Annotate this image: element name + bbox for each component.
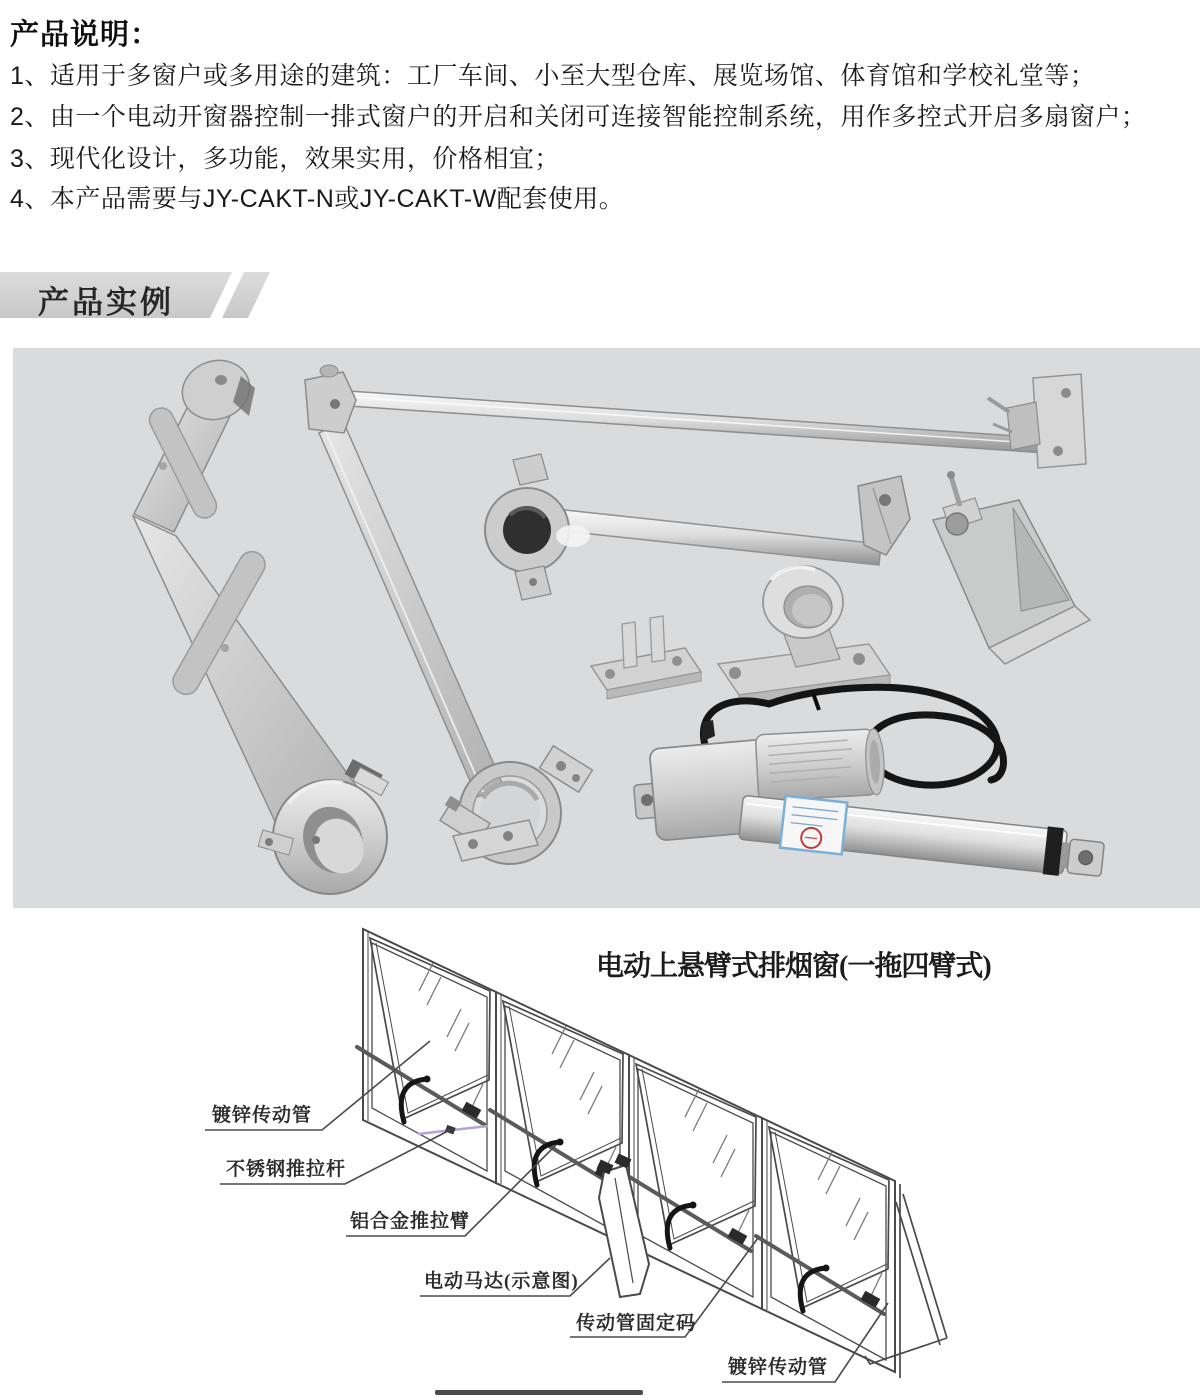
section-banner-label: 产品实例 (38, 285, 174, 320)
banner-accent-slash (222, 272, 270, 318)
label-electric-motor: 电动马达(示意图) (424, 1271, 579, 1292)
description-item-4: 4、本产品需要与JY-CAKT-N或JY-CAKT-W配套使用。 (10, 185, 625, 213)
window-bay-1 (357, 929, 496, 1183)
product-photo (13, 348, 1200, 908)
description-item-1: 1、适用于多窗户或多用途的建筑：工厂车间、小至大型仓库、展览场馆、体育馆和学校礼堂等； (10, 62, 1096, 90)
label-aluminum-push-arm: 铝合金推拉臂 (350, 1211, 471, 1232)
installation-diagram (0, 908, 1200, 1400)
window-bay-4 (756, 1118, 895, 1372)
section-banner (0, 272, 280, 318)
label-galvanized-drive-tube-left: 镀锌传动管 (212, 1105, 313, 1126)
footer-divider-bar (435, 1390, 643, 1395)
label-stainless-push-rod: 不锈钢推拉杆 (226, 1159, 347, 1180)
motor-cylinder (755, 728, 885, 801)
product-description-section (10, 12, 1190, 213)
product-photo-canvas (13, 348, 1200, 908)
description-item-2: 2、由一个电动开窗器控制一排式窗户的开启和关闭可连接智能控制系统，用作多控式开启多扇窗户； (10, 103, 1147, 131)
description-item-3: 3、现代化设计，多功能，效果实用，价格相宜； (10, 145, 560, 173)
diagram-title: 电动上悬臂式排烟窗(一拖四臂式) (596, 951, 991, 982)
product-description-title: 产品说明： (10, 19, 161, 51)
label-galvanized-drive-tube-right: 镀锌传动管 (728, 1357, 829, 1378)
label-tube-fixing-block: 传动管固定码 (576, 1313, 697, 1334)
